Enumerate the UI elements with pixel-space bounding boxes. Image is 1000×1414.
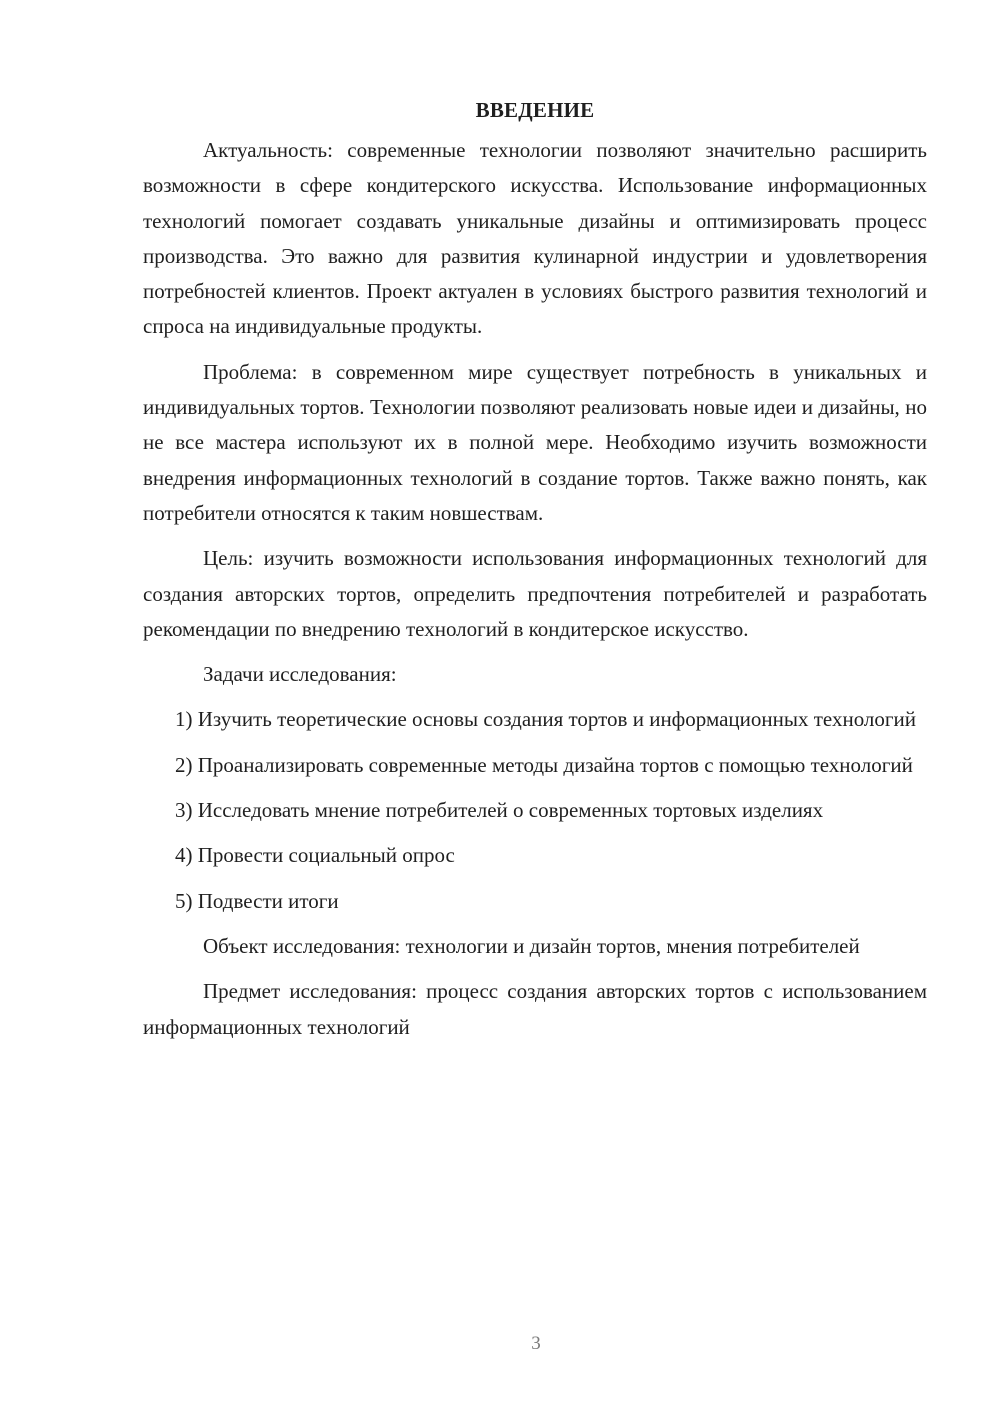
tasks-heading: Задачи исследования: <box>203 662 397 687</box>
paragraph-goal: Цель: изучить возможности использования информационных технологий для создания авторских тортов, определить предпочтения потребителей и разработать рекомендации по внедрению технологий в кондитерское искусство. <box>143 546 927 641</box>
task-item-3: 3) Исследовать мнение потребителей о современных тортовых изделиях <box>175 798 824 823</box>
paragraph-problem: Проблема: в современном мире существует потребность в уникальных и индивидуальных тортов. Технологии позволяют реализовать новые идеи и дизайны, но не все мастера используют их в полной мере. Необходимо изучить возможности внедрения информационных технологий в создание тортов. Также важно понять, как потребители относятся к таким новшествам. <box>143 359 927 525</box>
paragraph-subject: Предмет исследования: процесс создания авторских тортов с использованием информационных технологий <box>143 979 927 1039</box>
page-content <box>143 93 927 1055</box>
paragraph-object: Объект исследования: технологии и дизайн тортов, мнения потребителей <box>203 933 860 958</box>
task-item-4: 4) Провести социальный опрос <box>175 843 455 868</box>
task-item-1: 1) Изучить теоретические основы создания тортов и информационных технологий <box>175 707 916 732</box>
task-item-5: 5) Подвести итоги <box>175 888 339 913</box>
task-item-2: 2) Проанализировать современные методы дизайна тортов с помощью технологий <box>175 752 913 777</box>
paragraph-relevance: Актуальность: современные технологии позволяют значительно расширить возможности в сфере кондитерского искусства. Использование информационных технологий помогает создавать уникальные дизайны и оптимизировать процесс производства. Это важно для развития кулинарной индустрии и удовлетворения потребностей клиентов. Проект актуален в условиях быстрого развития технологий и спроса на индивидуальные продукты. <box>143 138 927 339</box>
page-title: ВВЕДЕНИЕ <box>475 98 595 122</box>
page-number: 3 <box>531 1333 541 1354</box>
